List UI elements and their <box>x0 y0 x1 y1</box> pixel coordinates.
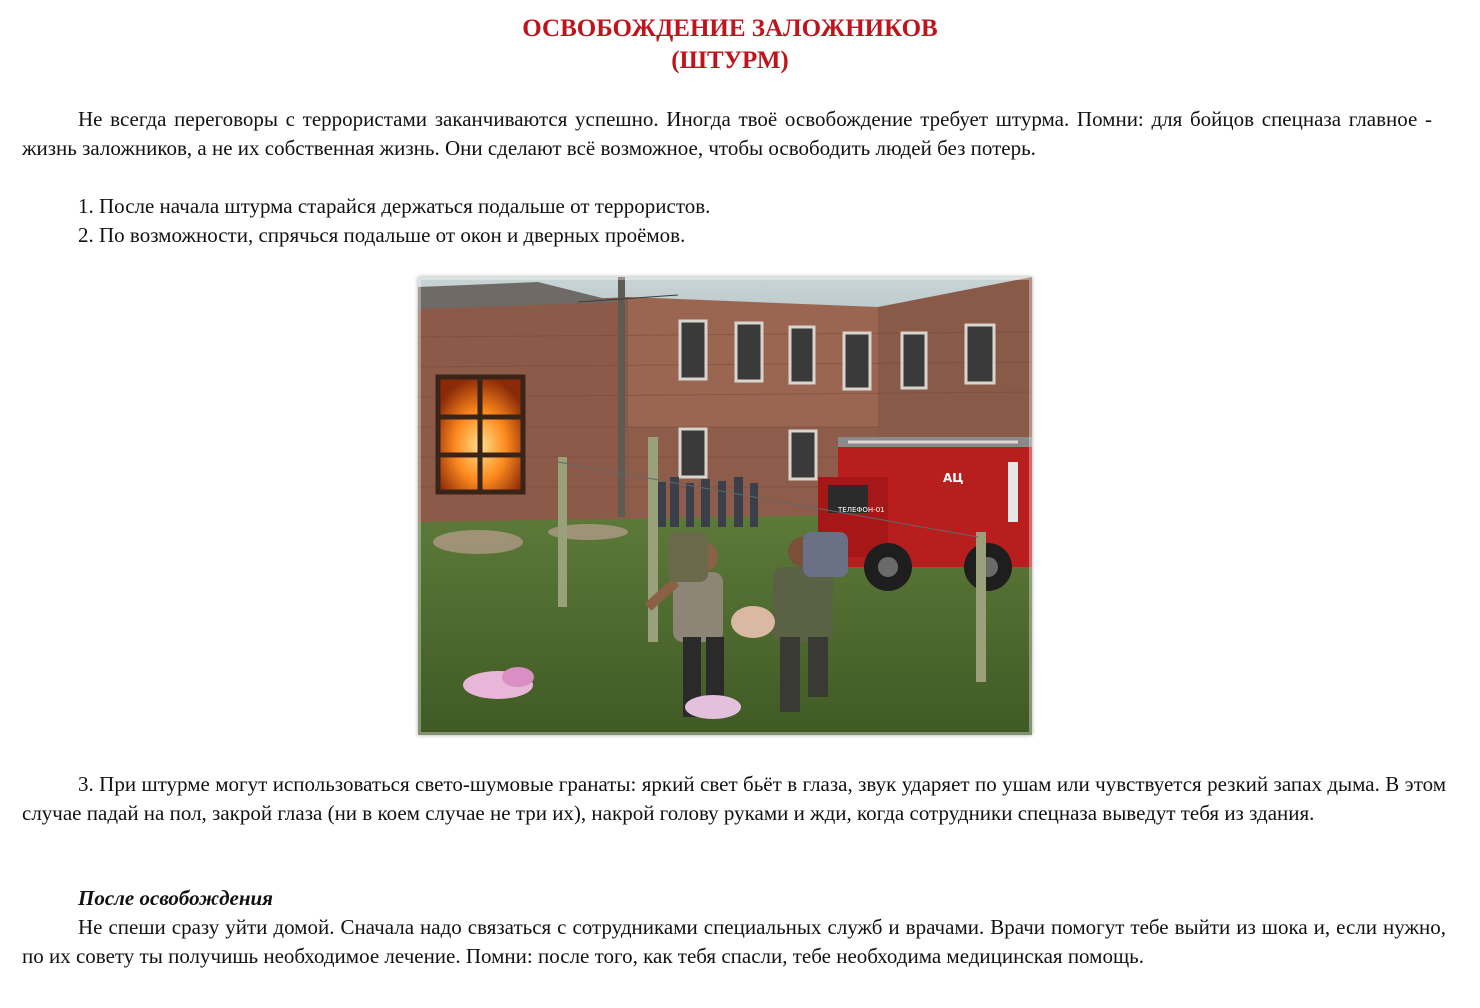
step-1: 1. После начала штурма старайся держаться подальше от террористов. <box>78 194 711 218</box>
after-heading: После освобождения <box>78 886 273 910</box>
intro-paragraph: Не всегда переговоры с террористами заканчиваются успешно. Иногда твоё освобождение требует штурма. Помни: для бойцов спецназа главное - жизнь заложников, а не их собственная жизнь. Они сделают всё возможное, чтобы освободить людей без потерь. <box>22 107 1432 160</box>
step-3-paragraph: 3. При штурме могут использоваться свето-шумовые гранаты: яркий свет бьёт в глаза, звук ударяет по ушам или чувствуется резкий запах дыма. В этом случае падай на пол, закрой глаза (ни в коем случае не три их), накрой голову руками и жди, когда сотрудники спецназа выведут тебя из здания. <box>22 772 1446 825</box>
truck-label-phone: ТЕЛЕФОН-01 <box>838 506 885 514</box>
rescue-photo <box>418 277 1032 735</box>
page-title-line-2: (ШТУРМ) <box>671 47 789 74</box>
after-paragraph: Не спеши сразу уйти домой. Сначала надо связаться с сотрудниками специальных служб и врачами. Врачи помогут тебе выйти из шока и, если нужно, по их совету ты получишь необходимое лечение. Помни: после того, как тебя спасли, тебе необходима медицинская помощь. <box>22 915 1446 968</box>
step-2: 2. По возможности, спрячься подальше от окон и дверных проёмов. <box>78 223 686 247</box>
page-title-line-1: ОСВОБОЖДЕНИЕ ЗАЛОЖНИКОВ <box>522 15 938 42</box>
truck-label-ac: АЦ <box>943 471 964 485</box>
rescue-scene-photo-icon <box>418 277 1032 735</box>
